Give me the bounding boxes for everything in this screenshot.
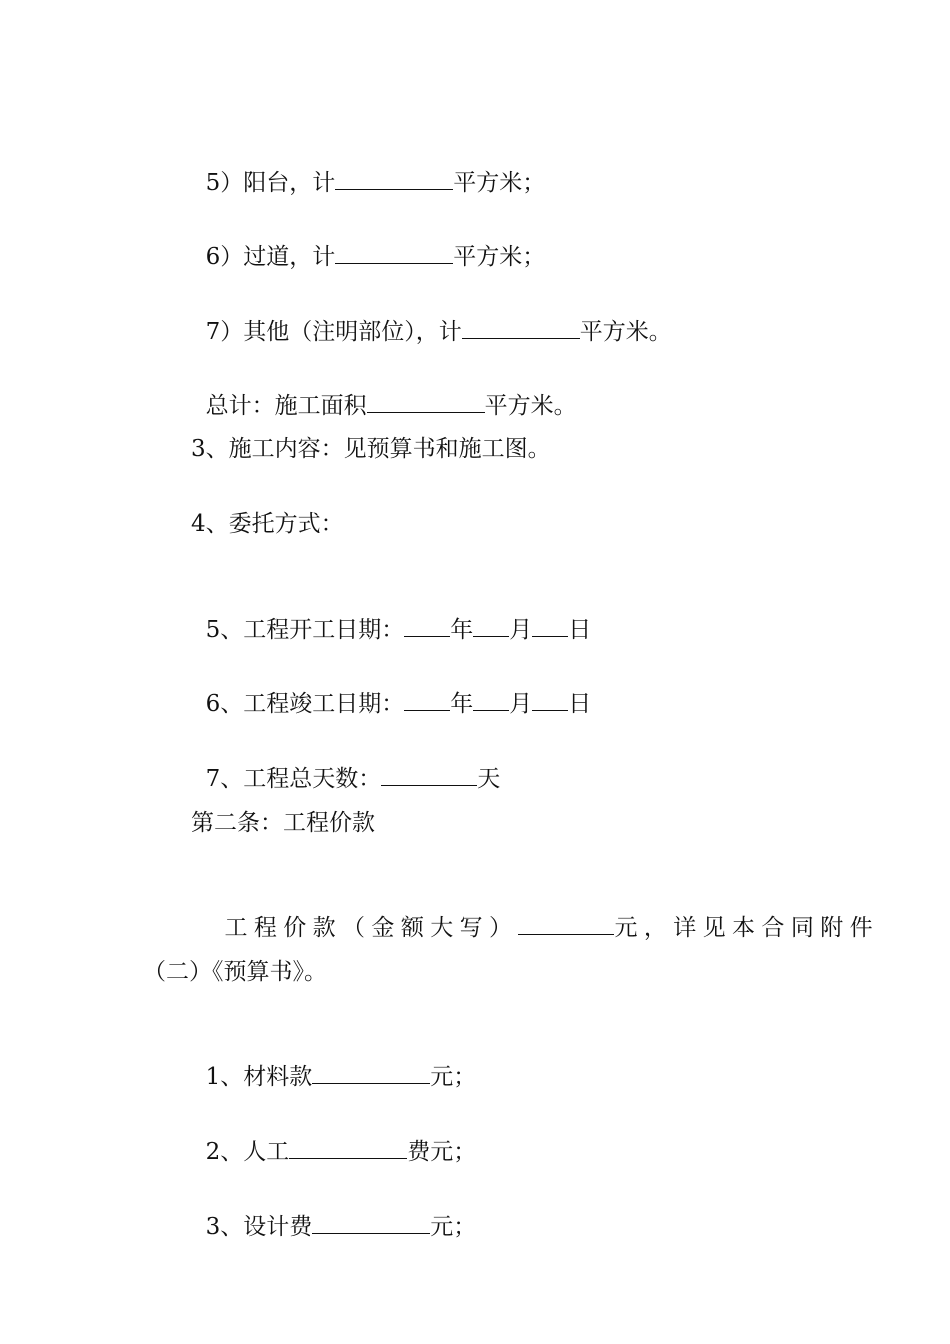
line-label: 总计：施工面积 [205,393,367,419]
area-balcony-line [191,137,545,198]
line-label: 7）其他（注明部位），计 [205,319,462,345]
design-fee-line [191,1181,476,1242]
year-blank[interactable] [404,688,450,711]
day-label: 日 [568,691,592,717]
construction-content-line: 3、施工内容：见预算书和施工图。 [191,436,551,462]
line-unit: 平方米。 [484,393,577,419]
month-blank[interactable] [473,614,509,637]
blank-field[interactable] [518,912,614,935]
total-days-line [191,733,500,794]
line-unit: 费元； [407,1139,477,1165]
blank-field[interactable] [335,167,453,190]
blank-field[interactable] [312,1211,430,1234]
month-label: 月 [509,691,533,717]
day-label: 日 [568,617,592,643]
day-blank[interactable] [532,614,568,637]
labor-fee-line [191,1106,476,1167]
line-unit: 平方米； [453,244,546,270]
line-unit: 天 [477,766,501,792]
material-fee-line [191,1031,476,1092]
month-blank[interactable] [473,688,509,711]
budget-reference-line: （二）《预算书》。 [143,959,327,985]
blank-field[interactable] [462,316,580,339]
line-label: 工程价款（金额大写） [224,915,519,941]
start-date-line [191,584,591,645]
line-unit: 平方米； [453,170,546,196]
line-label: 7、工程总天数： [205,766,382,792]
blank-field[interactable] [367,390,485,413]
line-label: 5、工程开工日期： [205,617,405,643]
line-unit: 平方米。 [579,319,672,345]
line-label: 2、人工 [205,1139,290,1165]
blank-field[interactable] [312,1061,430,1084]
line-unit: 元，详见本合同附件 [614,915,880,941]
line-unit: 元； [430,1214,477,1240]
line-label: 6、工程竣工日期： [205,691,405,717]
year-blank[interactable] [404,614,450,637]
line-unit: 元； [430,1064,477,1090]
line-label: 5）阳台，计 [205,170,336,196]
blank-field[interactable] [381,763,477,786]
year-label: 年 [450,691,474,717]
line-label: 6）过道，计 [205,244,336,270]
blank-field[interactable] [289,1136,407,1159]
project-price-line [197,882,879,943]
total-area-line [191,360,577,421]
area-other-line [191,286,672,347]
line-label: 1、材料款 [205,1064,313,1090]
month-label: 月 [509,617,533,643]
commission-method-line: 4、委托方式： [191,511,344,537]
article-two-heading: 第二条：工程价款 [191,810,375,836]
area-corridor-line [191,211,545,272]
day-blank[interactable] [532,688,568,711]
year-label: 年 [450,617,474,643]
line-label: 3、设计费 [205,1214,313,1240]
blank-field[interactable] [335,241,453,264]
completion-date-line [191,658,591,719]
